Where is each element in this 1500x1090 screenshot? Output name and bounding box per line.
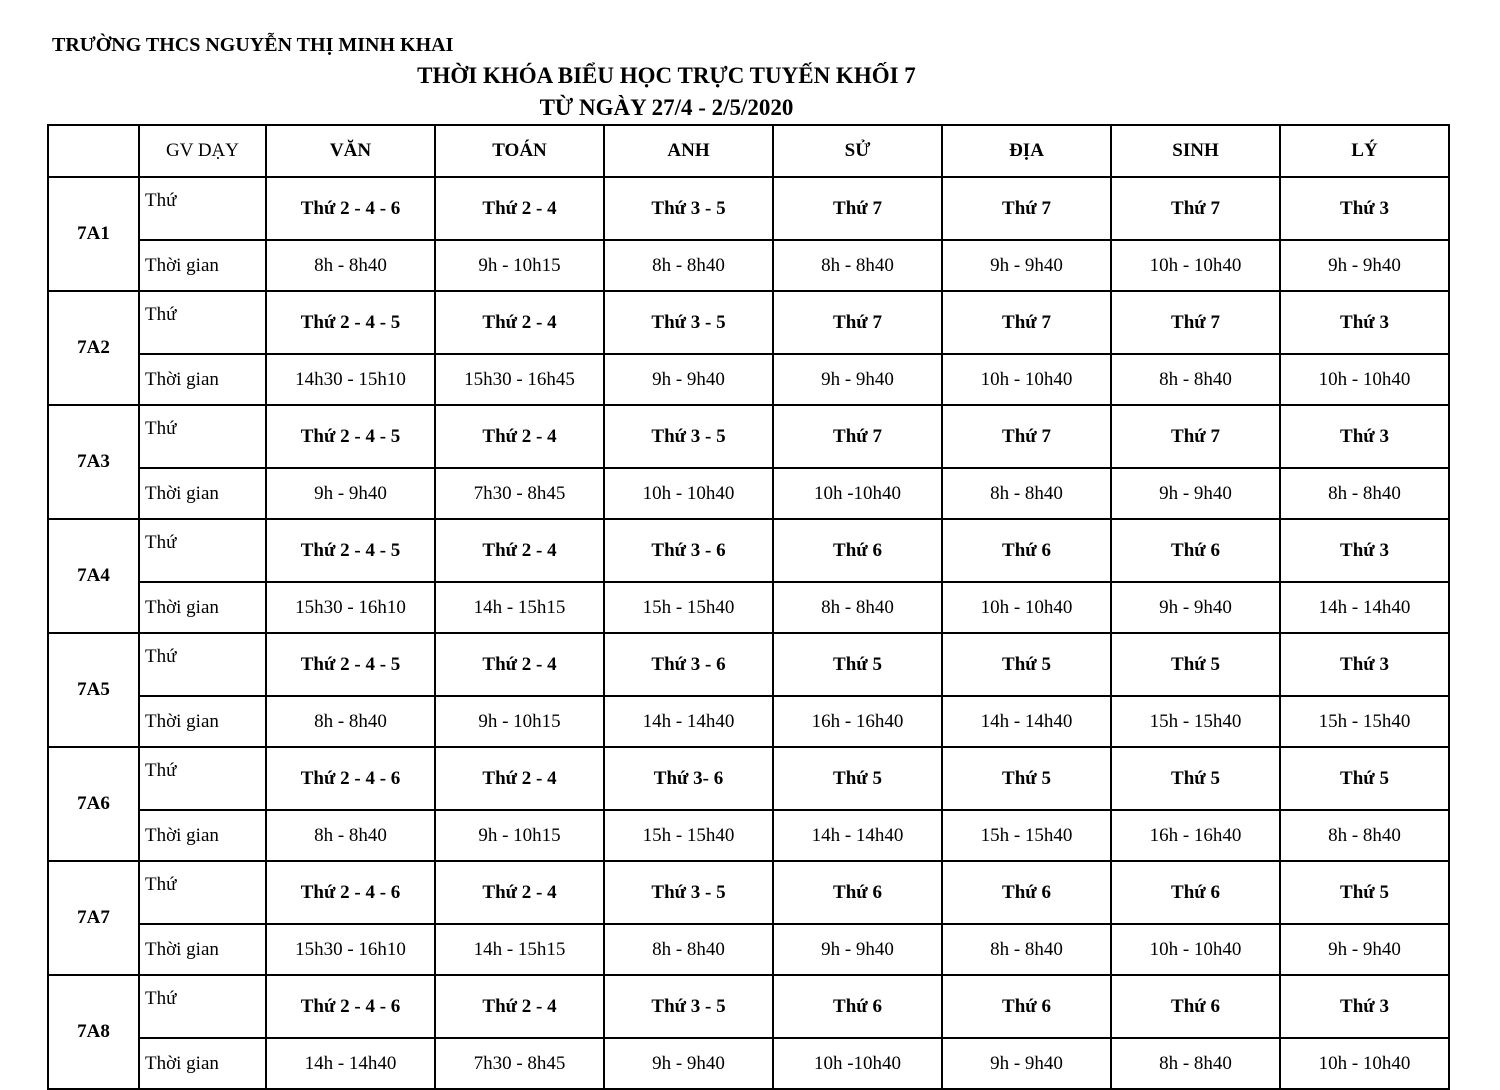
day-cell: Thứ 7 xyxy=(1111,177,1280,240)
class-day-row xyxy=(48,519,1449,582)
day-cell: Thứ 3 xyxy=(1280,633,1449,696)
day-cell: Thứ 6 xyxy=(773,861,942,924)
day-cell: Thứ 3 xyxy=(1280,177,1449,240)
class-day-row xyxy=(48,405,1449,468)
time-cell: 14h - 14h40 xyxy=(1280,582,1449,633)
time-cell: 8h - 8h40 xyxy=(1111,1038,1280,1089)
time-cell: 10h - 10h40 xyxy=(1111,240,1280,291)
time-cell: 10h - 10h40 xyxy=(942,354,1111,405)
day-cell: Thứ 5 xyxy=(1111,747,1280,810)
header-subject: SỬ xyxy=(773,125,942,177)
day-cell: Thứ 6 xyxy=(773,519,942,582)
day-cell: Thứ 7 xyxy=(942,177,1111,240)
day-cell: Thứ 2 - 4 - 5 xyxy=(266,405,435,468)
day-cell: Thứ 3 xyxy=(1280,975,1449,1038)
class-time-row xyxy=(48,696,1449,747)
day-cell: Thứ 3 xyxy=(1280,405,1449,468)
time-cell: 10h -10h40 xyxy=(773,1038,942,1089)
time-cell: 9h - 9h40 xyxy=(942,1038,1111,1089)
time-cell: 8h - 8h40 xyxy=(1280,810,1449,861)
time-cell: 9h - 9h40 xyxy=(1111,468,1280,519)
day-cell: Thứ 2 - 4 - 5 xyxy=(266,633,435,696)
day-cell: Thứ 2 - 4 - 6 xyxy=(266,747,435,810)
time-cell: 15h30 - 16h45 xyxy=(435,354,604,405)
day-cell: Thứ 2 - 4 - 6 xyxy=(266,861,435,924)
day-cell: Thứ 7 xyxy=(773,177,942,240)
time-label: Thời gian xyxy=(139,582,266,633)
time-cell: 9h - 9h40 xyxy=(1280,240,1449,291)
time-cell: 10h - 10h40 xyxy=(1280,354,1449,405)
time-cell: 8h - 8h40 xyxy=(266,810,435,861)
timetable xyxy=(47,124,1450,1090)
day-cell: Thứ 5 xyxy=(942,747,1111,810)
day-cell: Thứ 7 xyxy=(773,291,942,354)
day-cell: Thứ 2 - 4 - 5 xyxy=(266,519,435,582)
time-cell: 8h - 8h40 xyxy=(1280,468,1449,519)
class-time-row xyxy=(48,240,1449,291)
day-cell: Thứ 2 - 4 xyxy=(435,975,604,1038)
day-cell: Thứ 3 - 5 xyxy=(604,405,773,468)
time-cell: 10h - 10h40 xyxy=(604,468,773,519)
day-label: Thứ xyxy=(139,519,266,582)
time-cell: 8h - 8h40 xyxy=(266,240,435,291)
time-cell: 8h - 8h40 xyxy=(773,582,942,633)
time-cell: 9h - 9h40 xyxy=(604,1038,773,1089)
day-cell: Thứ 3 - 6 xyxy=(604,633,773,696)
day-cell: Thứ 5 xyxy=(773,633,942,696)
day-cell: Thứ 3 - 5 xyxy=(604,975,773,1038)
schedule-title: THỜI KHÓA BIỂU HỌC TRỰC TUYẾN KHỐI 7 xyxy=(417,63,916,88)
class-day-row xyxy=(48,747,1449,810)
day-cell: Thứ 3- 6 xyxy=(604,747,773,810)
day-cell: Thứ 7 xyxy=(773,405,942,468)
time-cell: 16h - 16h40 xyxy=(1111,810,1280,861)
day-cell: Thứ 6 xyxy=(1111,861,1280,924)
time-label: Thời gian xyxy=(139,696,266,747)
time-cell: 10h - 10h40 xyxy=(942,582,1111,633)
day-cell: Thứ 5 xyxy=(1280,747,1449,810)
day-label: Thứ xyxy=(139,747,266,810)
day-cell: Thứ 2 - 4 xyxy=(435,633,604,696)
class-day-row xyxy=(48,177,1449,240)
day-cell: Thứ 3 - 5 xyxy=(604,177,773,240)
header-row xyxy=(48,125,1449,177)
time-cell: 8h - 8h40 xyxy=(773,240,942,291)
day-cell: Thứ 2 - 4 xyxy=(435,861,604,924)
day-cell: Thứ 3 - 5 xyxy=(604,861,773,924)
class-name: 7A6 xyxy=(48,747,139,861)
day-cell: Thứ 5 xyxy=(1111,633,1280,696)
header-subject: ĐỊA xyxy=(942,125,1111,177)
time-cell: 9h - 9h40 xyxy=(942,240,1111,291)
class-time-row xyxy=(48,354,1449,405)
class-time-row xyxy=(48,1038,1449,1089)
header-subject: LÝ xyxy=(1280,125,1449,177)
time-cell: 7h30 - 8h45 xyxy=(435,468,604,519)
class-name: 7A4 xyxy=(48,519,139,633)
class-time-row xyxy=(48,924,1449,975)
time-cell: 10h - 10h40 xyxy=(1111,924,1280,975)
day-cell: Thứ 2 - 4 - 5 xyxy=(266,291,435,354)
class-time-row xyxy=(48,810,1449,861)
day-cell: Thứ 6 xyxy=(942,519,1111,582)
time-label: Thời gian xyxy=(139,924,266,975)
day-cell: Thứ 5 xyxy=(773,747,942,810)
class-day-row xyxy=(48,633,1449,696)
time-label: Thời gian xyxy=(139,1038,266,1089)
day-cell: Thứ 6 xyxy=(773,975,942,1038)
day-cell: Thứ 6 xyxy=(942,861,1111,924)
class-time-row xyxy=(48,582,1449,633)
header-blank-cell xyxy=(48,125,139,177)
time-cell: 10h - 10h40 xyxy=(1280,1038,1449,1089)
time-cell: 15h - 15h40 xyxy=(604,582,773,633)
time-cell: 8h - 8h40 xyxy=(1111,354,1280,405)
day-label: Thứ xyxy=(139,975,266,1038)
header-subject: TOÁN xyxy=(435,125,604,177)
day-cell: Thứ 6 xyxy=(1111,975,1280,1038)
day-cell: Thứ 2 - 4 xyxy=(435,291,604,354)
time-cell: 14h - 14h40 xyxy=(266,1038,435,1089)
schedule-date-range: TỪ NGÀY 27/4 - 2/5/2020 xyxy=(539,95,794,120)
day-cell: Thứ 3 - 5 xyxy=(604,291,773,354)
time-cell: 15h - 15h40 xyxy=(942,810,1111,861)
time-cell: 9h - 9h40 xyxy=(604,354,773,405)
time-cell: 10h -10h40 xyxy=(773,468,942,519)
header-subject: ANH xyxy=(604,125,773,177)
day-cell: Thứ 5 xyxy=(1280,861,1449,924)
time-cell: 14h - 14h40 xyxy=(604,696,773,747)
day-cell: Thứ 7 xyxy=(1111,405,1280,468)
day-label: Thứ xyxy=(139,291,266,354)
time-cell: 15h - 15h40 xyxy=(604,810,773,861)
time-cell: 14h - 15h15 xyxy=(435,924,604,975)
day-cell: Thứ 6 xyxy=(942,975,1111,1038)
day-cell: Thứ 2 - 4 - 6 xyxy=(266,975,435,1038)
time-cell: 9h - 9h40 xyxy=(266,468,435,519)
day-cell: Thứ 3 xyxy=(1280,291,1449,354)
time-cell: 9h - 9h40 xyxy=(773,924,942,975)
day-cell: Thứ 6 xyxy=(1111,519,1280,582)
time-cell: 16h - 16h40 xyxy=(773,696,942,747)
day-cell: Thứ 2 - 4 xyxy=(435,177,604,240)
day-cell: Thứ 2 - 4 xyxy=(435,405,604,468)
class-name: 7A7 xyxy=(48,861,139,975)
class-name: 7A8 xyxy=(48,975,139,1089)
time-cell: 8h - 8h40 xyxy=(942,468,1111,519)
time-cell: 14h - 15h15 xyxy=(435,582,604,633)
time-label: Thời gian xyxy=(139,240,266,291)
header-subject: SINH xyxy=(1111,125,1280,177)
day-cell: Thứ 2 - 4 - 6 xyxy=(266,177,435,240)
time-cell: 15h30 - 16h10 xyxy=(266,924,435,975)
time-cell: 9h - 9h40 xyxy=(1111,582,1280,633)
day-cell: Thứ 3 - 6 xyxy=(604,519,773,582)
time-cell: 15h30 - 16h10 xyxy=(266,582,435,633)
header-subject: VĂN xyxy=(266,125,435,177)
time-cell: 9h - 10h15 xyxy=(435,810,604,861)
day-cell: Thứ 7 xyxy=(1111,291,1280,354)
day-label: Thứ xyxy=(139,177,266,240)
day-cell: Thứ 7 xyxy=(942,291,1111,354)
day-cell: Thứ 3 xyxy=(1280,519,1449,582)
school-name: TRƯỜNG THCS NGUYỄN THỊ MINH KHAI xyxy=(52,34,454,56)
class-time-row xyxy=(48,468,1449,519)
time-cell: 14h - 14h40 xyxy=(942,696,1111,747)
time-cell: 7h30 - 8h45 xyxy=(435,1038,604,1089)
time-label: Thời gian xyxy=(139,468,266,519)
time-cell: 9h - 9h40 xyxy=(1280,924,1449,975)
day-cell: Thứ 7 xyxy=(942,405,1111,468)
time-cell: 15h - 15h40 xyxy=(1280,696,1449,747)
day-label: Thứ xyxy=(139,405,266,468)
class-name: 7A5 xyxy=(48,633,139,747)
class-name: 7A2 xyxy=(48,291,139,405)
class-day-row xyxy=(48,861,1449,924)
time-cell: 8h - 8h40 xyxy=(942,924,1111,975)
time-label: Thời gian xyxy=(139,810,266,861)
time-label: Thời gian xyxy=(139,354,266,405)
time-cell: 9h - 10h15 xyxy=(435,696,604,747)
time-cell: 14h - 14h40 xyxy=(773,810,942,861)
day-cell: Thứ 2 - 4 xyxy=(435,747,604,810)
time-cell: 9h - 9h40 xyxy=(773,354,942,405)
time-cell: 15h - 15h40 xyxy=(1111,696,1280,747)
class-day-row xyxy=(48,975,1449,1038)
time-cell: 14h30 - 15h10 xyxy=(266,354,435,405)
time-cell: 8h - 8h40 xyxy=(266,696,435,747)
time-cell: 9h - 10h15 xyxy=(435,240,604,291)
class-name: 7A1 xyxy=(48,177,139,291)
time-cell: 8h - 8h40 xyxy=(604,240,773,291)
day-cell: Thứ 5 xyxy=(942,633,1111,696)
header-teacher: GV DẠY xyxy=(139,125,266,177)
class-day-row xyxy=(48,291,1449,354)
day-cell: Thứ 2 - 4 xyxy=(435,519,604,582)
day-label: Thứ xyxy=(139,633,266,696)
class-name: 7A3 xyxy=(48,405,139,519)
time-cell: 8h - 8h40 xyxy=(604,924,773,975)
day-label: Thứ xyxy=(139,861,266,924)
